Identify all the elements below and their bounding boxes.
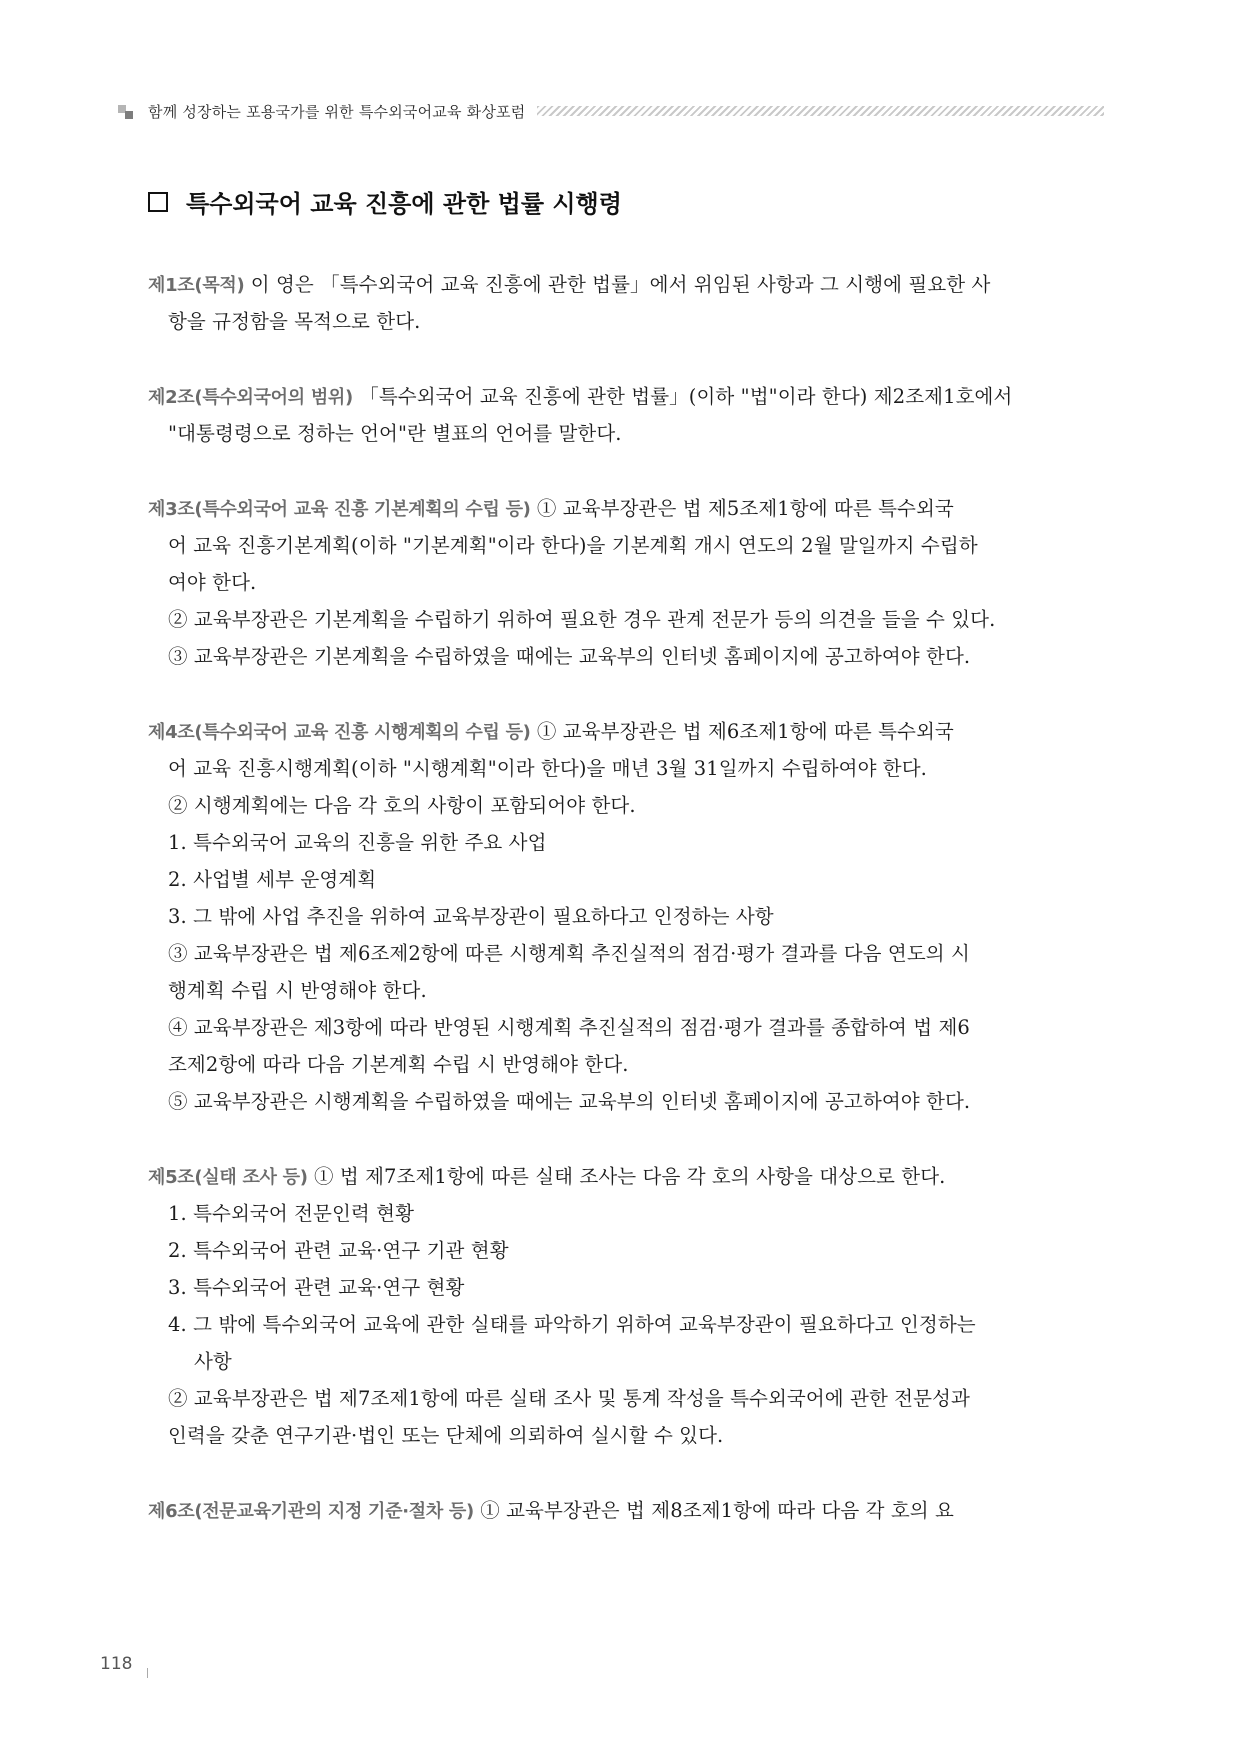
header-square-icon [118,101,138,121]
article-paragraph: ③ 교육부장관은 기본계획을 수립하였을 때에는 교육부의 인터넷 홈페이지에 공고하여야 한다. [168,645,971,668]
article-1 [148,266,1098,340]
article-paragraph: ② 교육부장관은 법 제7조제1항에 따른 실태 조사 및 통계 작성을 특수외국어에 관한 전문성과 [168,1387,970,1410]
article-6 [148,1492,1098,1529]
article-text: ① 교육부장관은 법 제8조제1항에 따라 다음 각 호의 요 [473,1499,954,1522]
article-line: 인력을 갖춘 연구기관·법인 또는 단체에 의뢰하여 실시할 수 있다. [168,1424,724,1447]
article-3 [148,490,1098,675]
article-paragraph: ③ 교육부장관은 법 제6조제2항에 따른 시행계획 추진실적의 점검·평가 결과를 다음 연도의 시 [168,942,970,965]
article-text: ① 교육부장관은 법 제6조제1항에 따른 특수외국 [530,720,954,743]
list-item: 1. 특수외국어 전문인력 현황 [168,1202,415,1225]
article-line: 어 교육 진흥기본계획(이하 "기본계획"이라 한다)을 기본계획 개시 연도의 2월 말일까지 수립하 [168,534,978,557]
article-line: 항을 규정함을 목적으로 한다. [168,310,421,333]
running-header [118,98,1104,124]
section-heading [148,184,622,219]
article-title: 제3조(특수외국어 교육 진흥 기본계획의 수립 등) [148,499,531,520]
article-first-line [148,490,1098,527]
article-title: 제2조(특수외국어의 범위) [148,387,353,408]
article-line: 조제2항에 따라 다음 기본계획 수립 시 반영해야 한다. [168,1053,629,1076]
article-text: 「특수외국어 교육 진흥에 관한 법률」(이하 "법"이라 한다) 제2조제1호에서 [352,385,1013,408]
article-line: 어 교육 진흥시행계획(이하 "시행계획"이라 한다)을 매년 3월 31일까지 수립하여야 한다. [168,757,927,780]
article-first-line [148,266,1098,303]
header-hatched-rule [537,106,1104,116]
article-line: 행계획 수립 시 반영해야 한다. [168,979,427,1002]
list-item: 3. 그 밖에 사업 추진을 위하여 교육부장관이 필요하다고 인정하는 사항 [168,905,774,928]
page-number: 118 [100,1654,133,1674]
footer-divider [147,1668,148,1678]
article-first-line [148,1492,1098,1529]
article-title: 제4조(특수외국어 교육 진흥 시행계획의 수립 등) [148,722,531,743]
article-title: 제1조(목적) [148,275,245,296]
article-first-line [148,1158,1098,1195]
empty-square-icon [148,192,168,212]
list-item: 4. 그 밖에 특수외국어 교육에 관한 실태를 파악하기 위하여 교육부장관이 필요하다고 인정하는 [168,1313,976,1336]
list-item: 1. 특수외국어 교육의 진흥을 위한 주요 사업 [168,831,547,854]
section-title: 특수외국어 교육 진흥에 관한 법률 시행령 [186,190,622,218]
article-5 [148,1158,1098,1454]
list-item: 2. 특수외국어 관련 교육·연구 기관 현황 [168,1239,509,1262]
article-text: ① 교육부장관은 법 제5조제1항에 따른 특수외국 [530,497,954,520]
article-paragraph: ⑤ 교육부장관은 시행계획을 수립하였을 때에는 교육부의 인터넷 홈페이지에 공고하여야 한다. [168,1090,971,1113]
article-first-line [148,378,1098,415]
article-line: "대통령령으로 정하는 언어"란 별표의 언어를 말한다. [168,422,622,445]
header-title: 함께 성장하는 포용국가를 위한 특수외국어교육 화상포럼 [148,102,526,121]
article-text: ① 법 제7조제1항에 따른 실태 조사는 다음 각 호의 사항을 대상으로 한다. [307,1165,946,1188]
list-item-continuation: 사항 [194,1350,232,1373]
article-first-line [148,713,1098,750]
article-2 [148,378,1098,452]
article-paragraph: ④ 교육부장관은 제3항에 따라 반영된 시행계획 추진실적의 점검·평가 결과를 종합하여 법 제6 [168,1016,970,1039]
list-item: 2. 사업별 세부 운영계획 [168,868,377,891]
list-item: 3. 특수외국어 관련 교육·연구 현황 [168,1276,465,1299]
article-4 [148,713,1098,1120]
article-paragraph: ② 시행계획에는 다음 각 호의 사항이 포함되어야 한다. [168,794,636,817]
document-body [148,266,1098,1567]
article-title: 제5조(실태 조사 등) [148,1167,308,1188]
article-title: 제6조(전문교육기관의 지정 기준·절차 등) [148,1501,474,1522]
article-line: 여야 한다. [168,571,257,594]
article-text: 이 영은 「특수외국어 교육 진흥에 관한 법률」에서 위임된 사항과 그 시행에 필요한 사 [244,273,991,296]
article-paragraph: ② 교육부장관은 기본계획을 수립하기 위하여 필요한 경우 관계 전문가 등의 의견을 들을 수 있다. [168,608,996,631]
